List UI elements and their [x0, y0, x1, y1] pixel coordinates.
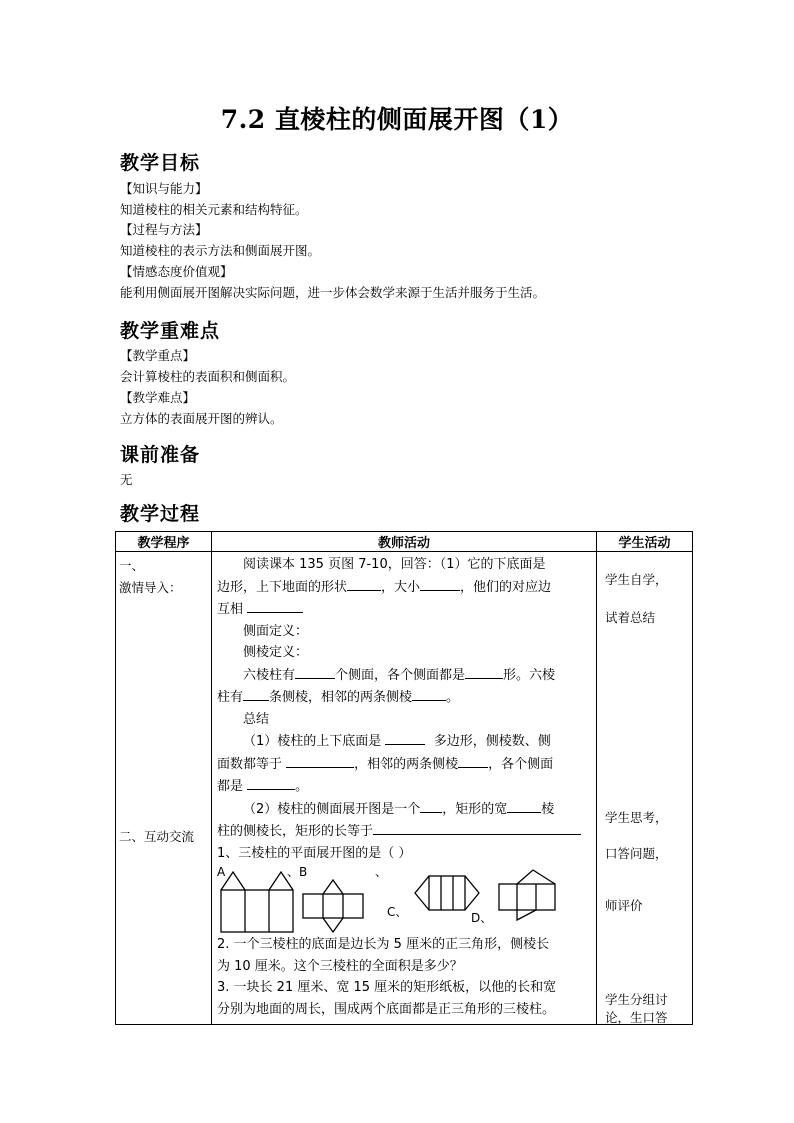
header-program: 教学程序 — [116, 532, 212, 552]
prep-text: 无 — [120, 472, 133, 487]
text: 多边形，侧棱数、侧 — [433, 734, 551, 749]
process-heading: 教学过程 — [120, 503, 201, 525]
text: 都是 — [217, 779, 244, 794]
text: 阅读课本 135 页图 7-10，回答：（1）它的下底面是 — [243, 557, 546, 572]
option-d-net — [499, 884, 555, 910]
goals-heading: 教学目标 — [120, 152, 201, 174]
text: 。 — [295, 779, 309, 794]
question-2: 2. 一个三棱柱的底面是边长为 5 厘米的正三角形，侧棱长 — [217, 937, 550, 952]
page-title: 7.2 直棱柱的侧面展开图（1） — [220, 105, 574, 134]
blank — [243, 686, 269, 701]
student-activity: 学生分组讨 — [605, 992, 668, 1007]
text: ，大小 — [381, 579, 421, 595]
key-points-line: 立方体的表面展开图的辨认。 — [120, 411, 283, 426]
blank — [373, 820, 581, 835]
key-points-heading: 教学重难点 — [120, 320, 221, 342]
stage-two-title: 二、互动交流 — [119, 829, 195, 844]
text: （1）棱柱的上下底面是 — [243, 734, 382, 749]
blank — [347, 576, 381, 591]
net-options-drawing — [217, 862, 577, 934]
text: 。 — [446, 690, 460, 705]
text: 个侧面，各个侧面都是 — [335, 667, 466, 683]
text: 六棱柱有 — [243, 667, 296, 683]
text: 互相 — [217, 602, 244, 617]
text: 总结 — [243, 711, 270, 727]
goals-line: 能利用侧面展开图解决实际问题，进一步体会数学来源于生活并服务于生活。 — [120, 285, 546, 300]
text: 形。六棱 — [503, 667, 556, 683]
blank — [420, 576, 460, 591]
blank — [295, 664, 335, 679]
option-c-net — [429, 876, 465, 910]
question-3: 3. 一块长 21 厘米、宽 15 厘米的矩形纸板，以他的长和宽 — [217, 980, 557, 995]
goals-line: 知道棱柱的相关元素和结构特征。 — [120, 202, 308, 217]
blank — [420, 798, 442, 813]
blank — [507, 798, 541, 813]
goals-line: 知道棱柱的表示方法和侧面展开图。 — [120, 243, 321, 258]
teacher-activity — [212, 552, 597, 1025]
net-options-figure — [217, 862, 591, 934]
goals-line: 【过程与方法】 — [120, 222, 208, 237]
text: ，相邻的两条侧棱 — [354, 756, 459, 772]
blank — [247, 598, 303, 613]
blank — [286, 753, 354, 768]
student-activity: 论，生口答 — [605, 1010, 668, 1025]
stage-one-number: 一、 — [119, 558, 145, 573]
student-activity: 学生思考， — [605, 810, 668, 825]
text: 边形，上下地面的形状 — [217, 579, 348, 595]
text: ，各个侧面 — [488, 756, 554, 772]
option-b-label: 、B — [287, 865, 308, 879]
question-1: 1、三棱柱的平面展开图的是（ ） — [217, 845, 412, 861]
header-student: 学生活动 — [597, 532, 693, 552]
text: 侧面定义： — [243, 623, 309, 639]
goals-line: 【知识与能力】 — [120, 181, 208, 196]
text: （2）棱柱的侧面展开图是一个 — [243, 801, 421, 817]
process-table — [115, 531, 693, 1025]
student-activity: 口答问题， — [605, 846, 668, 861]
stage-one-title: 激情导入： — [119, 580, 182, 595]
option-a-net — [221, 890, 293, 932]
blank — [247, 775, 295, 790]
text: ，矩形的宽 — [442, 801, 508, 817]
key-points-line: 【教学难点】 — [120, 390, 196, 405]
blank — [412, 686, 446, 701]
blank — [458, 753, 488, 768]
text: 面数都等于 — [217, 756, 283, 772]
text: 条侧棱，相邻的两条侧棱 — [269, 690, 413, 705]
key-points-line: 会计算棱柱的表面积和侧面积。 — [120, 369, 296, 384]
student-activity: 师评价 — [605, 898, 643, 913]
text: ，他们的对应边 — [460, 579, 552, 595]
option-c-label: C、 — [387, 905, 408, 919]
student-activity: 试着总结 — [605, 610, 656, 625]
header-teacher: 教师活动 — [212, 532, 597, 552]
question-3-cont: 分别为地面的周长，围成两个底面都是正三角形的三棱柱。 — [217, 1001, 556, 1017]
blank — [385, 730, 425, 745]
option-a-label: A — [217, 865, 226, 879]
goals-line: 【情感态度价值观】 — [120, 264, 233, 279]
option-b-net — [303, 894, 363, 918]
blank — [465, 664, 503, 679]
text: 柱的侧棱长，矩形的长等于 — [217, 824, 374, 839]
text: 棱 — [541, 801, 555, 817]
key-points-line: 【教学重点】 — [120, 348, 196, 363]
text: 柱有 — [217, 690, 244, 705]
student-activity: 学生自学， — [605, 572, 668, 587]
prep-heading: 课前准备 — [120, 444, 201, 466]
option-b-comma: 、 — [375, 865, 388, 879]
text: 侧棱定义： — [243, 645, 309, 660]
option-d-label: D、 — [471, 911, 493, 925]
question-2-cont: 为 10 厘米。这个三棱柱的全面积是多少？ — [217, 958, 463, 974]
